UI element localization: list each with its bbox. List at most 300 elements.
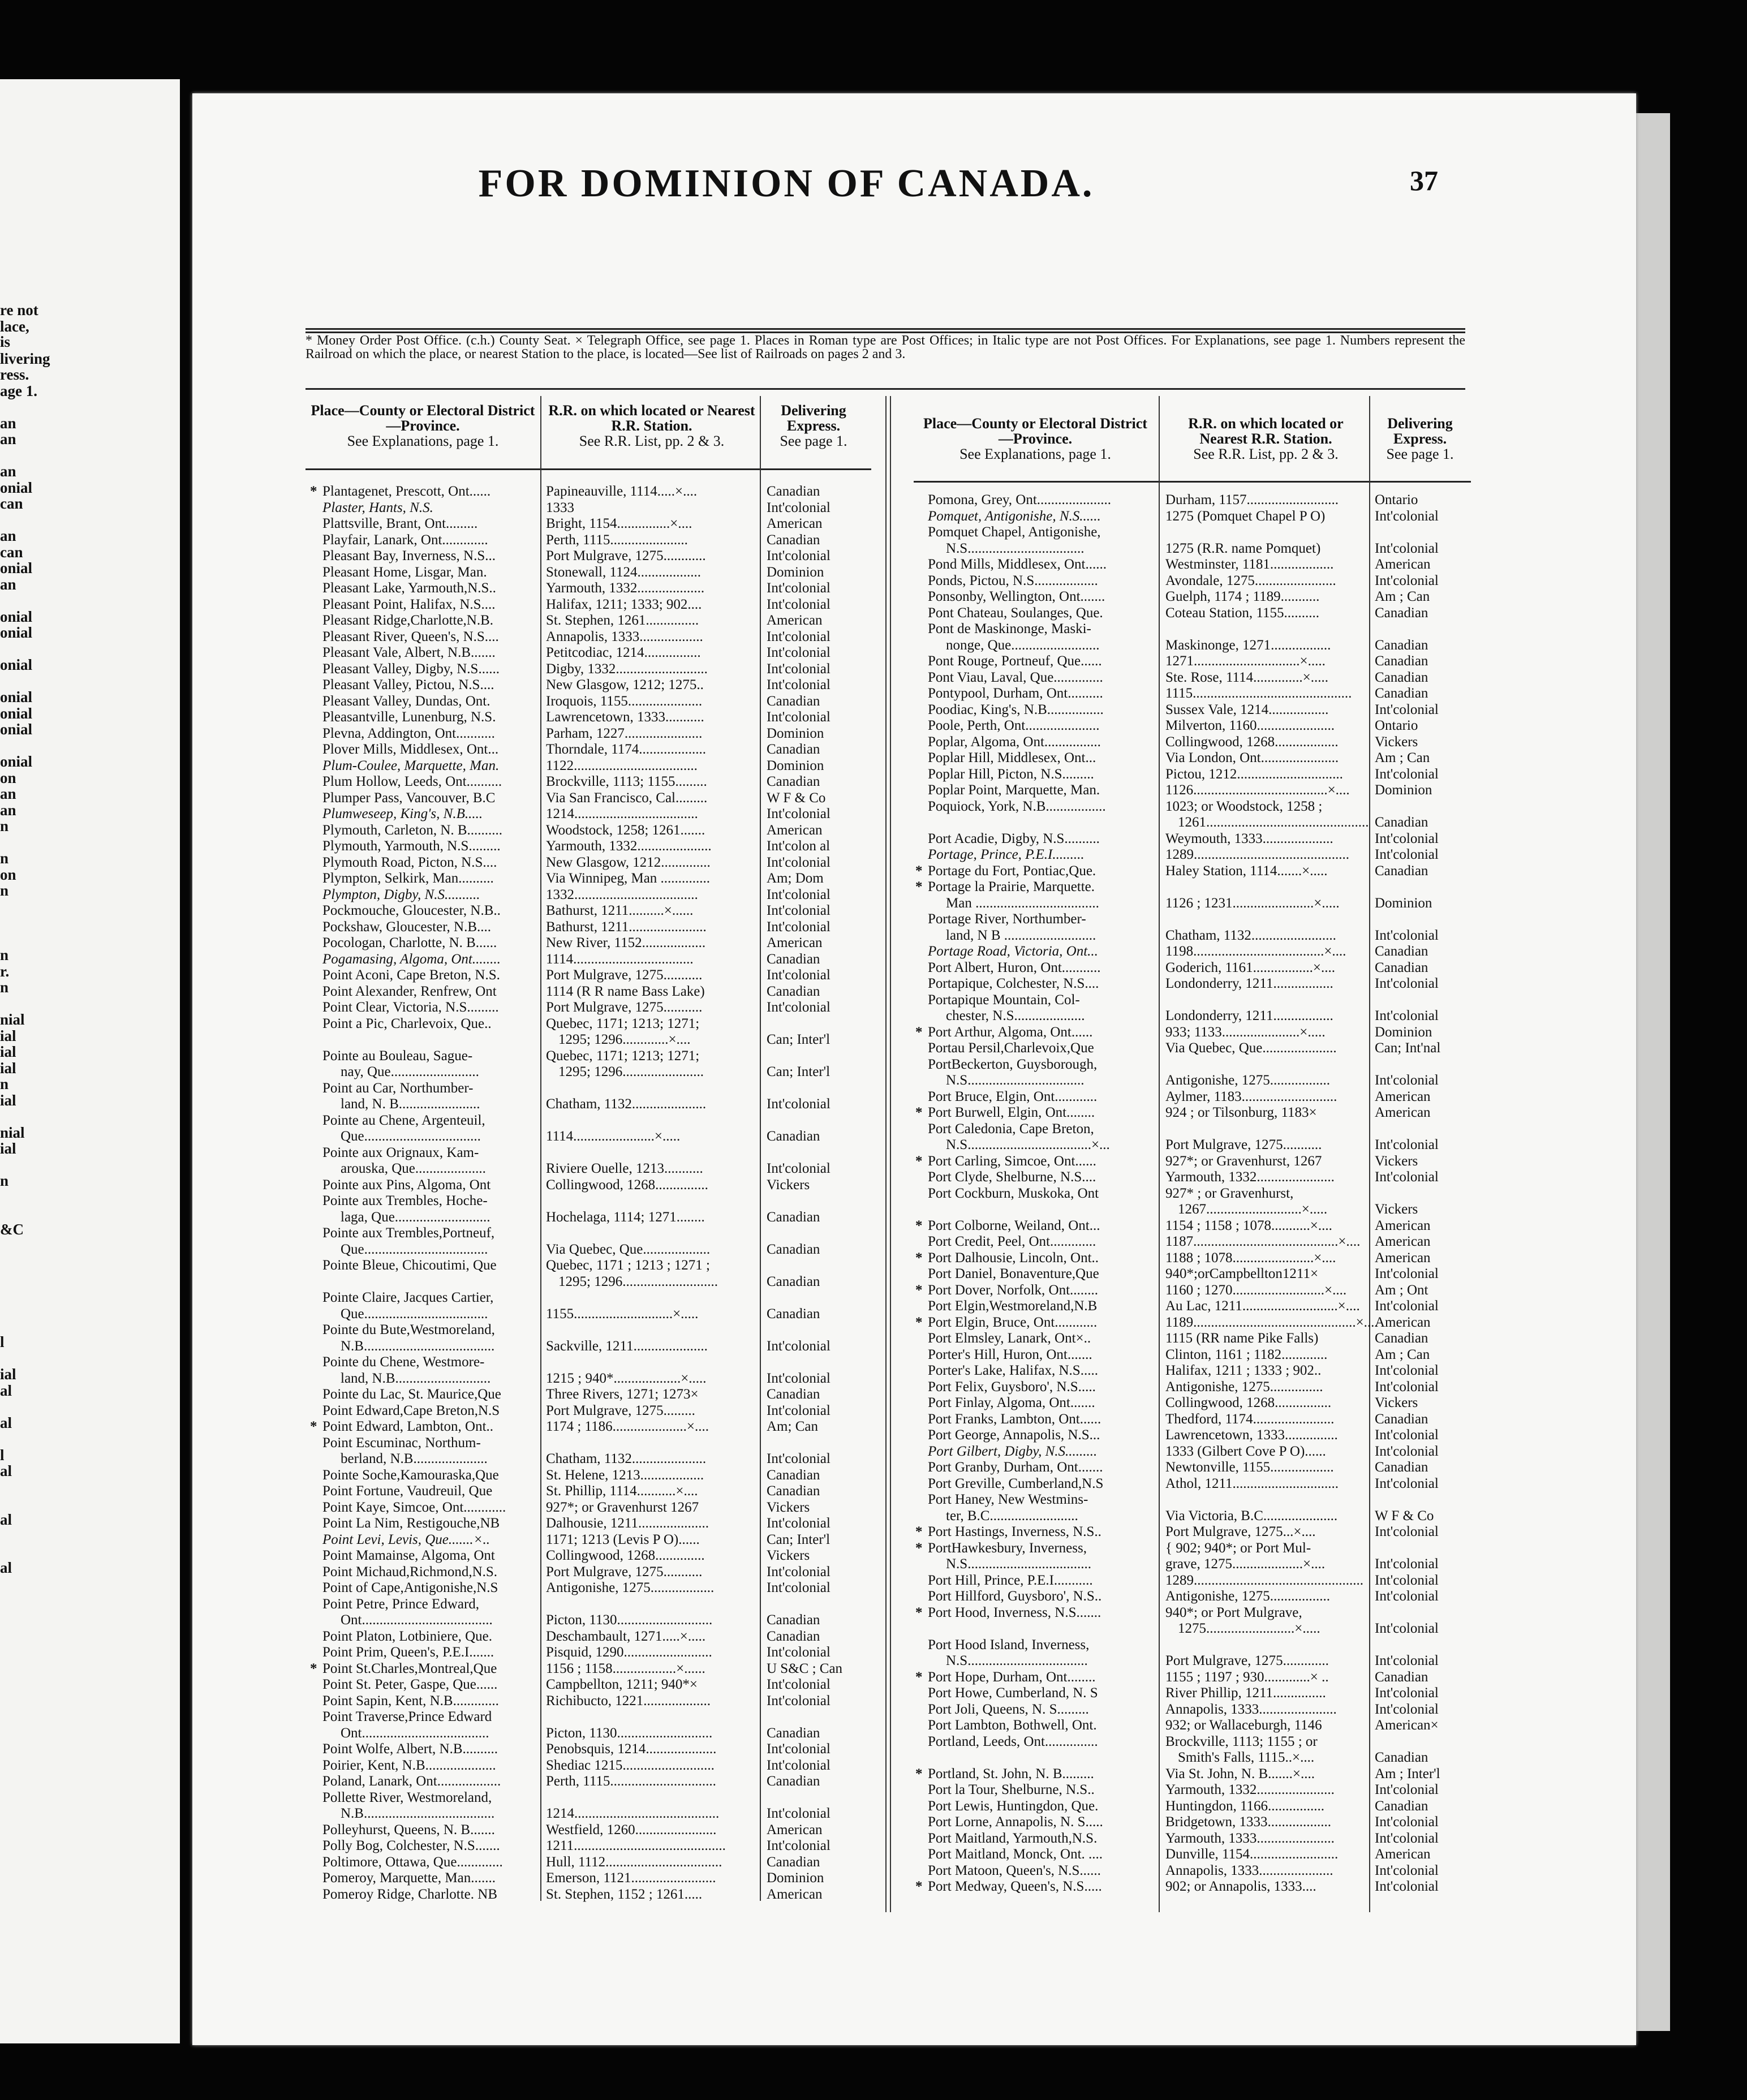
place-name xyxy=(322,1629,537,1645)
express-company: Can; Int'nal xyxy=(1375,1040,1441,1056)
place-name xyxy=(322,967,537,984)
railroad-station: 1295; 1296....................... xyxy=(558,1064,704,1079)
express-company: Canadian xyxy=(1375,863,1428,879)
place-name xyxy=(322,1532,537,1548)
place-name xyxy=(322,580,537,597)
table-row xyxy=(928,1637,1471,1654)
place-name xyxy=(322,1838,537,1854)
express-company: Canadian xyxy=(1375,1411,1428,1427)
railroad-station: Bathurst, 1211...................... xyxy=(546,919,707,935)
express-company: Int'colonial xyxy=(1375,1169,1439,1185)
express-company: Canadian xyxy=(1375,653,1428,669)
railroad-station: 1214......................................... xyxy=(546,1806,720,1821)
railroad-station: Perth, 1115.............................. xyxy=(546,1774,716,1789)
table-row xyxy=(322,645,883,661)
table-row xyxy=(928,944,1471,960)
place-text: Port Colborne, Weiland, Ont... xyxy=(928,1217,1100,1233)
place-name xyxy=(322,1096,556,1113)
railroad-station: Aylmer, 1183........................... xyxy=(1165,1088,1337,1104)
right-rr-header xyxy=(1163,416,1369,462)
prev-page-fragment: n xyxy=(0,979,9,996)
place-text: Pointe au Chene, Argenteuil, xyxy=(322,1112,485,1128)
railroad-station: Lawrencetown, 1333............... xyxy=(1165,1427,1338,1443)
express-company: Int'colonial xyxy=(767,1677,831,1692)
table-row xyxy=(322,1887,883,1903)
express-company: Int'colonial xyxy=(767,1838,831,1853)
express-company: Canadian xyxy=(767,742,820,757)
place-text: Portage River, Northumber- xyxy=(928,911,1086,927)
place-text: Poquiock, York, N.B................. xyxy=(928,798,1106,814)
table-row xyxy=(322,726,883,742)
railroad-station: St. Stephen, 1261............... xyxy=(546,613,699,628)
railroad-station: St. Phillip, 1114...........×.... xyxy=(546,1483,698,1499)
express-company: Int'colonial xyxy=(767,1757,831,1773)
place-name xyxy=(928,605,1154,622)
place-text: Pleasant Home, Lisgar, Man. xyxy=(322,564,487,580)
table-row xyxy=(928,557,1471,573)
place-text: Man ................................... xyxy=(946,895,1099,911)
place-text: Point Kaye, Simcoe, Ont............ xyxy=(322,1499,506,1515)
express-company: Am; Dom xyxy=(767,871,824,886)
place-name xyxy=(322,1322,537,1339)
place-name xyxy=(928,1653,1172,1669)
express-company: Int'colonial xyxy=(1375,1363,1439,1378)
place-text: Port Franks, Lambton, Ont...... xyxy=(928,1411,1101,1427)
place-name xyxy=(915,863,1154,880)
place-text: Pleasant Bay, Inverness, N.S... xyxy=(322,548,496,563)
place-name xyxy=(928,1621,1154,1637)
prev-page-fragment: livering xyxy=(0,350,50,367)
railroad-station: Brockville, 1113; 1155 ; or xyxy=(1165,1733,1318,1749)
railroad-station: 1154 ; 1158 ; 1078...........×.... xyxy=(1165,1217,1332,1233)
railroad-station: 1333 xyxy=(546,500,574,515)
railroad-station: 1115............................................. xyxy=(1165,686,1352,701)
left-express-header-label: Delivering Express. xyxy=(781,402,846,434)
table-row xyxy=(322,1693,883,1710)
place-name xyxy=(915,1604,1154,1621)
railroad-station: Yarmouth, 1332...................... xyxy=(1165,1782,1335,1797)
express-company: Int'colonial xyxy=(767,1370,831,1386)
place-text: N.S.................................. xyxy=(946,1653,1088,1668)
express-company: American xyxy=(1375,557,1431,572)
table-row xyxy=(322,1048,883,1065)
place-text: N.S................................... xyxy=(946,1556,1091,1572)
express-company: Int'colonial xyxy=(767,1580,831,1595)
table-row xyxy=(322,597,883,613)
table-row xyxy=(915,863,1471,880)
place-text: Point Edward, Lambton, Ont.. xyxy=(322,1419,494,1434)
prev-page-fragment: ial xyxy=(0,1059,16,1077)
express-company: American xyxy=(767,1822,823,1837)
railroad-station: Three Rivers, 1271; 1273× xyxy=(546,1387,699,1402)
money-order-star-icon: * xyxy=(915,1766,923,1781)
table-row xyxy=(928,1395,1471,1412)
place-name xyxy=(928,1379,1154,1396)
place-text: Pomquet Chapel, Antigonishe, xyxy=(928,524,1101,540)
place-name xyxy=(310,484,537,500)
prev-page-fragment: n xyxy=(0,850,9,867)
place-text: Poplar Point, Marquette, Man. xyxy=(928,782,1100,798)
place-name xyxy=(322,1693,537,1710)
table-row xyxy=(322,1096,883,1113)
place-name xyxy=(928,1831,1154,1847)
prev-page-fragment: onial xyxy=(0,704,33,722)
prev-page-fragment: onial xyxy=(0,721,33,738)
place-name xyxy=(322,1548,537,1564)
railroad-station: Lawrencetown, 1333........... xyxy=(546,709,704,725)
prev-page-fragment: an xyxy=(0,801,16,819)
place-text: Port Hastings, Inverness, N.S.. xyxy=(928,1524,1101,1539)
railroad-station: Durham, 1157.......................... xyxy=(1165,492,1339,507)
table-row xyxy=(928,847,1471,863)
table-row xyxy=(322,855,883,871)
railroad-station: Annapolis, 1333...................... xyxy=(1165,1701,1337,1717)
place-name xyxy=(928,573,1154,589)
place-name xyxy=(322,1081,537,1097)
railroad-station: Port Mulgrave, 1275...×.... xyxy=(1165,1524,1316,1539)
express-company: Vickers xyxy=(1375,734,1418,750)
place-name xyxy=(928,831,1154,847)
table-row xyxy=(322,774,883,790)
table-row xyxy=(928,1008,1471,1025)
place-text: Pleasantville, Lunenburg, N.S. xyxy=(322,709,496,725)
place-name xyxy=(928,653,1154,670)
railroad-station: 1188 ; 1078.......................×.... xyxy=(1165,1250,1336,1266)
express-company: Int'colonial xyxy=(767,919,831,935)
place-text: Plum Hollow, Leeds, Ont.......... xyxy=(322,774,502,789)
place-name xyxy=(322,500,537,517)
place-text: Pleasant Point, Halifax, N.S.... xyxy=(322,596,496,612)
express-company: Int'colonial xyxy=(1375,847,1439,862)
prev-page-fragment: onial xyxy=(0,688,33,705)
place-text: Poplar, Algoma, Ont................ xyxy=(928,734,1101,750)
prev-page-fragment: an xyxy=(0,527,16,544)
table-row xyxy=(915,1282,1471,1299)
table-row xyxy=(322,871,883,887)
place-text: Polly Bog, Colchester, N.S....... xyxy=(322,1838,500,1853)
place-name xyxy=(928,1637,1154,1654)
table-row xyxy=(322,1354,883,1371)
railroad-station: Picton, 1130........................... xyxy=(546,1725,713,1741)
right-express-header-label: Delivering Express. xyxy=(1387,415,1453,447)
railroad-station: Guelph, 1174 ; 1189........... xyxy=(1165,589,1320,604)
railroad-station: 1023; or Woodstock, 1258 ; xyxy=(1165,798,1323,814)
express-company: Int'colonial xyxy=(1375,1830,1439,1846)
railroad-station: Collingwood, 1268............... xyxy=(546,1177,708,1193)
place-text: Port Lorne, Annapolis, N. S..... xyxy=(928,1814,1103,1830)
place-text: Portage la Prairie, Marquette. xyxy=(928,879,1095,894)
railroad-station: St. Stephen, 1152 ; 1261..... xyxy=(546,1886,703,1902)
place-text: Plevna, Addington, Ont........... xyxy=(322,725,495,741)
table-row xyxy=(322,661,883,678)
express-company: Canadian xyxy=(767,1483,820,1499)
table-row xyxy=(928,718,1471,734)
place-name xyxy=(322,1339,556,1355)
place-text: Pockmouche, Gloucester, N.B.. xyxy=(322,903,501,918)
express-company: Canadian xyxy=(767,1854,820,1870)
table-row xyxy=(928,1831,1471,1847)
place-text: Point Escuminac, Northum- xyxy=(322,1435,481,1451)
express-company: Int'colonial xyxy=(767,1564,831,1580)
railroad-station: Parham, 1227...................... xyxy=(546,725,703,741)
prev-page-fragment: can xyxy=(0,543,23,561)
place-text: Portage, Prince, P.E.I......... xyxy=(928,847,1085,862)
express-company: American xyxy=(1375,1105,1431,1120)
express-company: Canadian xyxy=(1375,1331,1428,1346)
place-name xyxy=(322,1016,537,1032)
place-name xyxy=(915,1153,1154,1170)
express-company: Canadian xyxy=(767,532,820,548)
place-name xyxy=(322,984,537,1000)
place-text: Point Prim, Queen's, P.E.I....... xyxy=(322,1645,494,1660)
left-express-header-sub: See page 1. xyxy=(780,433,847,449)
place-text: Port Bruce, Elgin, Ont............ xyxy=(928,1088,1098,1104)
place-name xyxy=(322,1000,537,1016)
place-name xyxy=(322,1854,537,1871)
prev-page-fragment: onial xyxy=(0,624,33,641)
express-company: Int'colonial xyxy=(1375,1427,1439,1443)
table-row xyxy=(322,1322,883,1339)
place-name xyxy=(915,1669,1154,1686)
express-company: Canadian xyxy=(1375,669,1428,685)
express-company: Int'colonial xyxy=(767,1516,831,1531)
right-place-header xyxy=(916,416,1154,462)
railroad-station: Westfield, 1260....................... xyxy=(546,1822,717,1837)
table-row xyxy=(322,1290,883,1306)
place-text: Port Daniel, Bonaventure,Que xyxy=(928,1266,1099,1281)
place-text: N.S...................................×... xyxy=(946,1137,1110,1152)
table-row xyxy=(928,1863,1471,1879)
table-row xyxy=(928,960,1471,976)
table-row xyxy=(322,1580,883,1596)
place-name xyxy=(915,1314,1154,1331)
railroad-station: 1189..............................................×.... xyxy=(1165,1314,1378,1330)
place-text: nonge, Que......................... xyxy=(946,637,1100,653)
place-text: Port Cockburn, Muskoka, Ont xyxy=(928,1185,1099,1201)
place-name xyxy=(322,1774,537,1790)
table-row xyxy=(322,1774,883,1790)
express-company: Canadian xyxy=(1375,959,1428,975)
place-text: Pleasant Lake, Yarmouth,N.S.. xyxy=(322,580,496,596)
table-row xyxy=(322,709,883,726)
railroad-station: Huntingdon, 1166................ xyxy=(1165,1798,1325,1814)
express-company: Int'colonial xyxy=(767,903,831,918)
railroad-station: Brockville, 1113; 1155......... xyxy=(546,774,707,789)
place-text: Port Lambton, Bothwell, Ont. xyxy=(928,1718,1097,1733)
place-name xyxy=(928,670,1154,686)
place-text: Ponds, Pictou, N.S.................. xyxy=(928,573,1098,588)
table-row xyxy=(928,1492,1471,1508)
place-text: Port Howe, Cumberland, N. S xyxy=(928,1685,1098,1701)
place-text: Port Credit, Peel, Ont............. xyxy=(928,1234,1096,1249)
express-company: Int'colonial xyxy=(767,645,831,660)
table-row xyxy=(322,1371,883,1387)
place-name xyxy=(322,1032,537,1048)
express-company: Int'colonial xyxy=(767,1338,831,1354)
place-name xyxy=(322,855,537,871)
express-company: Int'colonial xyxy=(1375,1589,1439,1604)
table-row xyxy=(322,1854,883,1871)
express-company: Canadian xyxy=(767,484,820,499)
railroad-station: Collingwood, 1268.................. xyxy=(1165,734,1339,750)
table-row xyxy=(928,702,1471,718)
place-name xyxy=(322,516,537,532)
railroad-station: Papineauville, 1114.....×.... xyxy=(546,484,698,499)
railroad-station: Thorndale, 1174................... xyxy=(546,742,707,757)
place-text: Portland, Leeds, Ont............... xyxy=(928,1733,1098,1749)
place-name xyxy=(322,935,537,952)
table-row xyxy=(928,734,1471,751)
place-name xyxy=(928,960,1154,976)
table-row xyxy=(322,1177,883,1194)
place-name xyxy=(322,1274,537,1290)
railroad-station: Emerson, 1121........................ xyxy=(546,1870,716,1886)
left-place-header xyxy=(308,403,537,449)
place-name xyxy=(322,613,537,629)
table-row xyxy=(322,1193,883,1210)
place-text: Plymouth, Yarmouth, N.S......... xyxy=(322,838,501,854)
place-name xyxy=(322,597,537,613)
place-name xyxy=(928,541,1172,557)
right-place-header-label: Place—County or Electoral District—Province. xyxy=(923,415,1147,447)
railroad-station: Collingwood, 1268.............. xyxy=(546,1548,705,1563)
place-text: Ont..................................... xyxy=(341,1612,493,1628)
prev-page-fragment: an xyxy=(0,431,16,447)
express-company: Int'colonial xyxy=(767,967,831,983)
railroad-station: 1114.......................×..... xyxy=(546,1129,681,1144)
express-company: Canadian xyxy=(1375,686,1428,701)
money-order-star-icon: * xyxy=(310,1419,317,1434)
table-row xyxy=(322,1629,883,1645)
place-text: Pont Rouge, Portneuf, Que...... xyxy=(928,653,1102,669)
railroad-station: 1211........................................... xyxy=(546,1838,726,1853)
place-name xyxy=(928,1202,1154,1218)
money-order-star-icon: * xyxy=(915,1217,923,1233)
express-company: Am ; Can xyxy=(1375,589,1430,604)
place-name xyxy=(915,1217,1154,1234)
express-company: Canadian xyxy=(1375,815,1428,830)
money-order-star-icon: * xyxy=(915,1540,923,1556)
left-header-rule xyxy=(305,468,871,470)
page-title: FOR DOMINION OF CANADA. xyxy=(478,162,1095,205)
table-row xyxy=(322,1709,883,1725)
place-text: Plumweseep, King's, N.B..... xyxy=(322,806,483,821)
table-row xyxy=(928,992,1471,1009)
place-name xyxy=(928,734,1154,751)
prev-page-fragment: n xyxy=(0,946,9,963)
table-row xyxy=(322,806,883,823)
express-company: Int'colonial xyxy=(767,1402,831,1418)
table-row xyxy=(928,1412,1471,1428)
table-row xyxy=(322,1483,883,1500)
place-text: Port Hood Island, Inverness, xyxy=(928,1637,1090,1653)
place-name xyxy=(928,1573,1154,1589)
place-name xyxy=(928,799,1154,815)
table-row xyxy=(322,1596,883,1613)
place-text: Pointe aux Trembles,Portneuf, xyxy=(322,1225,495,1241)
place-name xyxy=(928,1476,1154,1492)
express-company: Canadian xyxy=(1375,1798,1428,1814)
express-company: Int'colonial xyxy=(767,629,831,644)
place-text: Point St. Peter, Gaspe, Que...... xyxy=(322,1677,498,1692)
table-row xyxy=(928,1573,1471,1589)
railroad-station: New River, 1152.................. xyxy=(546,935,706,950)
prev-page-fragment: lace, is xyxy=(0,317,29,350)
express-company: Int'colonial xyxy=(1375,1814,1439,1830)
table-row xyxy=(915,1540,1471,1557)
place-text: Portau Persil,Charlevoix,Que xyxy=(928,1040,1094,1056)
table-row xyxy=(915,1250,1471,1267)
express-company: Int'colonial xyxy=(1375,1621,1439,1636)
express-company: Canadian xyxy=(767,983,820,999)
place-text: Port Hill, Prince, P.E.I........... xyxy=(928,1572,1093,1588)
express-company: Int'colonial xyxy=(1375,1556,1439,1572)
place-name xyxy=(928,1847,1154,1863)
money-order-star-icon: * xyxy=(915,1153,923,1169)
table-row xyxy=(928,589,1471,605)
table-row xyxy=(928,911,1471,928)
table-row xyxy=(928,831,1471,847)
place-name xyxy=(928,815,1154,831)
place-name xyxy=(928,1266,1154,1283)
railroad-station: Ste. Rose, 1114..............×..... xyxy=(1165,669,1328,685)
place-text: laga, Que........................... xyxy=(341,1209,490,1225)
express-company: American xyxy=(1375,1088,1431,1104)
express-company: Int'colonial xyxy=(1375,1298,1439,1314)
header-rule xyxy=(305,328,1465,330)
express-company: U S&C ; Can xyxy=(767,1660,843,1676)
table-row xyxy=(928,1718,1471,1734)
prev-page-fragment: an xyxy=(0,785,16,802)
table-row xyxy=(322,903,883,919)
page-edge xyxy=(1636,113,1670,2031)
railroad-station: 927* ; or Gravenhurst, xyxy=(1165,1185,1294,1201)
place-text: Port Hillford, Guysboro', N.S.. xyxy=(928,1589,1102,1604)
table-row xyxy=(928,1331,1471,1347)
place-name xyxy=(322,709,537,726)
express-company: Int'colonial xyxy=(767,677,831,692)
railroad-station: 1171; 1213 (Levis P O)...... xyxy=(546,1531,700,1547)
place-text: Portage Road, Victoria, Ont... xyxy=(928,944,1098,959)
place-name xyxy=(322,1435,537,1452)
railroad-station: Via Quebec, Que..................... xyxy=(1165,1040,1337,1056)
railroad-station: Sussex Vale, 1214................. xyxy=(1165,702,1329,717)
table-row xyxy=(322,1258,883,1274)
express-company: Int'colonial xyxy=(767,806,831,821)
place-name xyxy=(322,1564,537,1581)
place-text: Port Maitland, Monck, Ont. .... xyxy=(928,1847,1103,1862)
place-text: Point a Pic, Charlevoix, Que.. xyxy=(322,1015,492,1031)
express-company: Int'colonial xyxy=(1375,1685,1439,1701)
railroad-station: Dunville, 1154......................... xyxy=(1165,1847,1339,1862)
railroad-station: Penobsquis, 1214.................... xyxy=(546,1741,717,1757)
place-text: Port George, Annapolis, N.S... xyxy=(928,1427,1100,1443)
place-name xyxy=(322,952,537,968)
place-name xyxy=(928,509,1154,525)
table-row xyxy=(928,1137,1471,1154)
table-row xyxy=(928,1444,1471,1460)
place-text: Plaster, Hants, N.S. xyxy=(322,500,433,515)
railroad-station: grave, 1275....................×.... xyxy=(1165,1556,1326,1572)
place-name xyxy=(928,686,1154,702)
table-row xyxy=(928,1347,1471,1363)
money-order-star-icon: * xyxy=(915,879,923,894)
prev-page-fragment: al xyxy=(0,1559,12,1576)
prev-page-fragment: onial xyxy=(0,753,33,770)
place-name xyxy=(928,1089,1154,1105)
table-row xyxy=(322,935,883,952)
place-text: Poole, Perth, Ont..................... xyxy=(928,718,1100,733)
